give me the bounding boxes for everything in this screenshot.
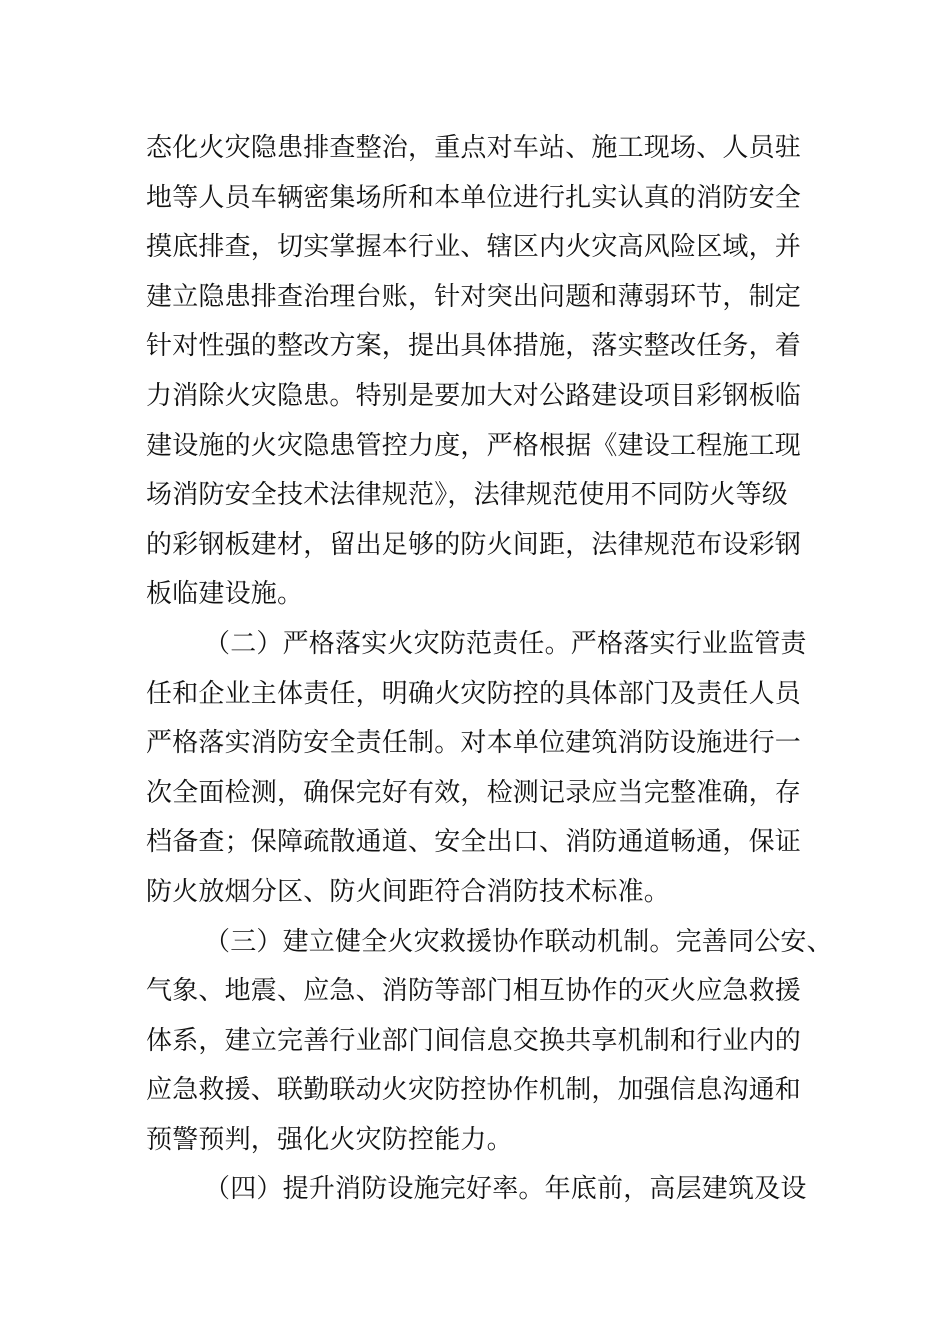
text-line: 板临建设施。 bbox=[146, 579, 304, 610]
text-line: 预警预判，强化火灾防控能力。 bbox=[146, 1124, 513, 1155]
text-line: 建设施的火灾隐患管控力度，严格根据《建设工程施工现 bbox=[146, 430, 802, 461]
text-line: 任和企业主体责任，明确火灾防控的具体部门及责任人员 bbox=[146, 678, 802, 709]
text-line: 体系，建立完善行业部门间信息交换共享机制和行业内的 bbox=[146, 1025, 802, 1056]
text-line: 力消除火灾隐患。特别是要加大对公路建设项目彩钢板临 bbox=[146, 380, 802, 411]
text-line: 应急救援、联勤联动火灾防控协作机制，加强信息沟通和 bbox=[146, 1075, 802, 1106]
text-line: 态化火灾隐患排查整治，重点对车站、施工现场、人员驻 bbox=[146, 133, 802, 163]
document-body bbox=[146, 124, 846, 1215]
text-line: 次全面检测，确保完好有效，检测记录应当完整准确，存 bbox=[146, 777, 802, 808]
text-line: 场消防安全技术法律规范》，法律规范使用不同防火等级 bbox=[146, 480, 789, 511]
text-line: 的彩钢板建材，留出足够的防火间距，法律规范布设彩钢 bbox=[146, 529, 802, 560]
text-line: 地等人员车辆密集场所和本单位进行扎实认真的消防安全 bbox=[146, 182, 802, 213]
text-line: 建立隐患排查治理台账，针对突出问题和薄弱环节，制定 bbox=[146, 281, 802, 312]
text-line: 摸底排查，切实掌握本行业、辖区内火灾高风险区域，并 bbox=[146, 232, 802, 263]
text-line: 严格落实消防安全责任制。对本单位建筑消防设施进行一 bbox=[146, 728, 802, 759]
paragraph-heading-line: （二）严格落实火灾防范责任。严格落实行业监管责 bbox=[204, 628, 807, 659]
paragraph-heading-line: （三）建立健全火灾救援协作联动机制。完善同公安、 bbox=[204, 926, 833, 957]
text-line: 档备查；保障疏散通道、安全出口、消防通道畅通，保证 bbox=[146, 827, 802, 858]
text-line: 针对性强的整改方案，提出具体措施，落实整改任务，着 bbox=[146, 331, 802, 362]
text-line: 气象、地震、应急、消防等部门相互协作的灭火应急救援 bbox=[146, 976, 802, 1007]
paragraph-heading-line: （四）提升消防设施完好率。年底前，高层建筑及设 bbox=[204, 1174, 807, 1205]
text-line: 防火放烟分区、防火间距符合消防技术标准。 bbox=[146, 876, 671, 907]
